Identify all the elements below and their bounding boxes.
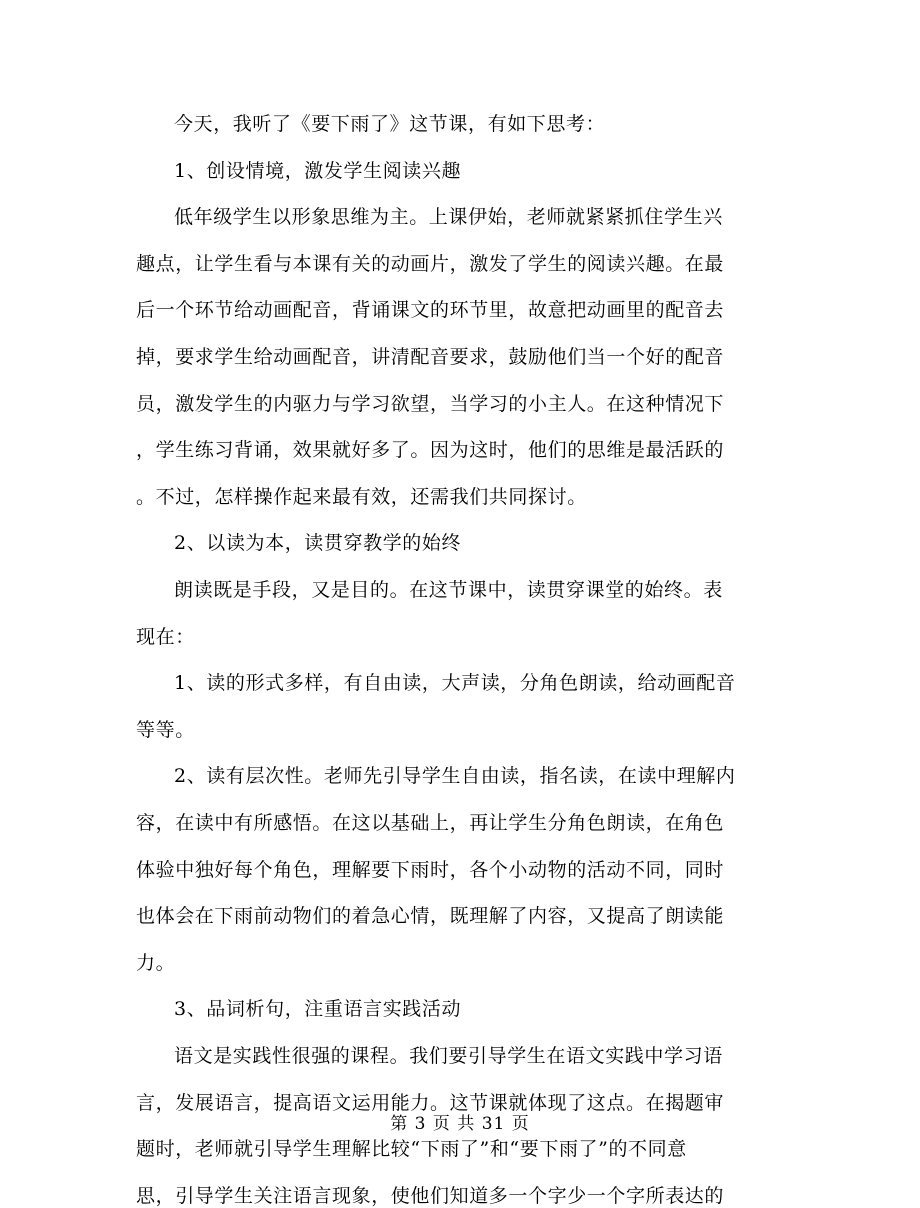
heading-2: 2、以读为本，读贯穿教学的始终 xyxy=(174,532,462,554)
text-line: 等等。 xyxy=(136,719,195,741)
text-line: 2、读有层次性。老师先引导学生自由读，指名读，在读中理解内 xyxy=(174,765,736,787)
text-line: 现在： xyxy=(136,626,195,648)
text-line: 思，引导学生关注语言现象，使他们知道多一个字少一个字所表达的 xyxy=(136,1185,725,1207)
text-line: 力。 xyxy=(136,952,176,974)
text-line: 朗读既是手段，又是目的。在这节课中，读贯穿课堂的始终。表 xyxy=(174,579,723,601)
text-line: ，学生练习背诵，效果就好多了。因为这时，他们的思维是最活跃的 xyxy=(136,439,725,461)
text-line: 员，激发学生的内驱力与学习欲望，当学习的小主人。在这种情况下 xyxy=(136,393,725,415)
text-line: 趣点，让学生看与本课有关的动画片，激发了学生的阅读兴趣。在最 xyxy=(136,253,725,275)
heading-1: 1、创设情境，激发学生阅读兴趣 xyxy=(174,160,462,182)
text-line: 后一个环节给动画配音，背诵课文的环节里，故意把动画里的配音去 xyxy=(136,299,725,321)
text-line: 也体会在下雨前动物们的着急心情，既理解了内容，又提高了朗读能 xyxy=(136,905,725,927)
text-line: 低年级学生以形象思维为主。上课伊始，老师就紧紧抓住学生兴 xyxy=(174,206,723,228)
page-number: 第 3 页 共 31 页 xyxy=(390,1114,530,1134)
text-line: 语文是实践性很强的课程。我们要引导学生在语文实践中学习语 xyxy=(174,1045,723,1067)
paragraph-intro: 今天，我听了《要下雨了》这节课，有如下思考： xyxy=(174,113,606,135)
text-line: 掉，要求学生给动画配音，讲清配音要求，鼓励他们当一个好的配音 xyxy=(136,346,725,368)
text-line: 。不过，怎样操作起来最有效，还需我们共同探讨。 xyxy=(136,486,587,508)
heading-3: 3、品词析句，注重语言实践活动 xyxy=(174,998,462,1020)
text-line: 体验中独好每个角色，理解要下雨时，各个小动物的活动不同，同时 xyxy=(136,859,725,881)
text-line: 容，在读中有所感悟。在这以基础上，再让学生分角色朗读，在角色 xyxy=(136,812,725,834)
text-line: 题时，老师就引导学生理解比较“下雨了”和“要下雨了”的不同意 xyxy=(136,1138,687,1160)
text-line: 1、读的形式多样，有自由读，大声读，分角色朗读，给动画配音 xyxy=(174,672,736,694)
text-line: 言，发展语言，提高语文运用能力。这节课就体现了这点。在揭题审 xyxy=(136,1092,725,1114)
